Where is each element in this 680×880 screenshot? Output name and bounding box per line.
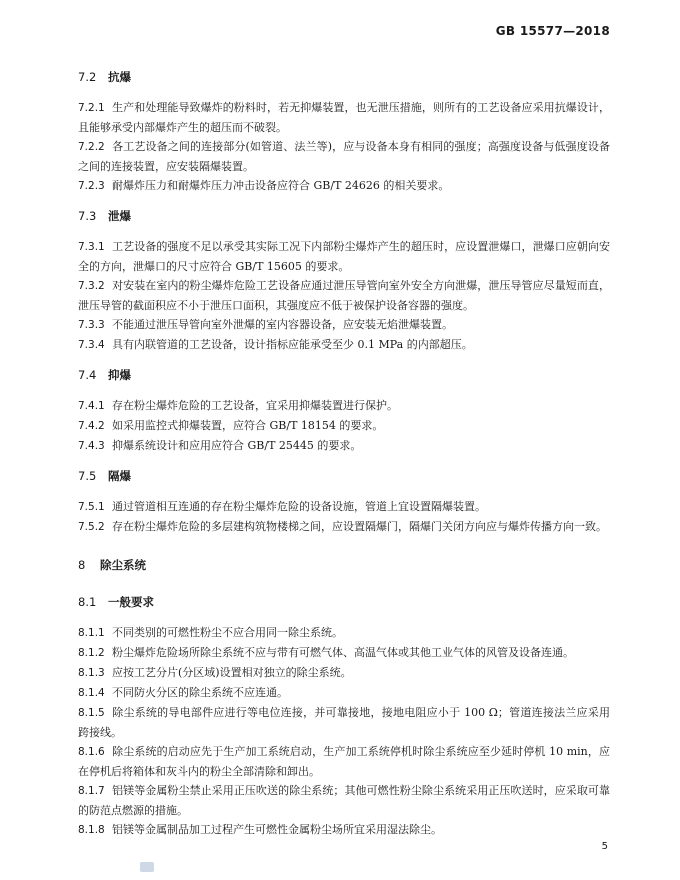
clause-7-3-1 bbox=[78, 237, 610, 276]
clause-text: 存在粉尘爆炸危险的多层建构筑物楼梯之间，应设置隔爆门，隔爆门关闭方向应与爆炸传播方向一致。 bbox=[112, 520, 607, 533]
section-heading-7-4 bbox=[78, 367, 610, 384]
page-number: 5 bbox=[601, 841, 608, 852]
clause-number: 8.1.1 bbox=[78, 627, 105, 639]
section-title: 泄爆 bbox=[108, 209, 131, 223]
clause-text: 对安装在室内的粉尘爆炸危险工艺设备应通过泄压导管向室外安全方向泄爆，泄压导管应尽量短而直，泄压导管的截面积应不小于泄压口面积，其强度应不低于被保护设备容器的强度。 bbox=[78, 279, 610, 312]
clause-7-3-3 bbox=[78, 315, 610, 335]
section-number: 8.1 bbox=[78, 595, 97, 609]
clause-8-1-1 bbox=[78, 623, 610, 643]
clause-text: 各工艺设备之间的连接部分(如管道、法兰等)，应与设备本身有相同的强度；高强度设备与低强度设备之间的连接装置，应安装隔爆装置。 bbox=[78, 140, 610, 173]
clause-7-4-2 bbox=[78, 416, 610, 436]
section-heading-7-2 bbox=[78, 69, 610, 86]
clause-number: 8.1.4 bbox=[78, 687, 105, 699]
clause-number: 7.5.1 bbox=[78, 501, 105, 513]
clause-7-2-1 bbox=[78, 98, 610, 137]
section-title: 一般要求 bbox=[108, 595, 154, 609]
clause-7-4-1 bbox=[78, 396, 610, 416]
clause-7-3-2 bbox=[78, 276, 610, 315]
clause-number: 8.1.5 bbox=[78, 707, 105, 719]
section-heading-8-1 bbox=[78, 594, 610, 611]
clause-text: 通过管道相互连通的存在粉尘爆炸危险的设备设施，管道上宜设置隔爆装置。 bbox=[112, 500, 486, 513]
watermark-icon bbox=[140, 862, 154, 872]
clause-number: 7.4.2 bbox=[78, 420, 105, 432]
clause-number: 7.3.1 bbox=[78, 241, 105, 253]
section-title: 抗爆 bbox=[108, 70, 131, 84]
clause-number: 7.3.4 bbox=[78, 339, 105, 351]
chapter-heading-8 bbox=[78, 557, 610, 574]
clause-text: 耐爆炸压力和耐爆炸压力冲击设备应符合 GB/T 24626 的相关要求。 bbox=[112, 179, 450, 192]
clause-text: 铝镁等金属粉尘禁止采用正压吹送的除尘系统；其他可燃性粉尘除尘系统采用正压吹送时，应采取可靠的防范点燃源的措施。 bbox=[78, 784, 610, 817]
clause-7-2-2 bbox=[78, 137, 610, 176]
section-number: 7.3 bbox=[78, 209, 97, 223]
clause-7-5-2 bbox=[78, 517, 610, 537]
clause-number: 7.4.1 bbox=[78, 400, 105, 412]
chapter-number: 8 bbox=[78, 558, 86, 572]
clause-text: 不同防火分区的除尘系统不应连通。 bbox=[112, 686, 288, 699]
clause-number: 8.1.6 bbox=[78, 746, 105, 758]
clause-text: 存在粉尘爆炸危险的工艺设备，宜采用抑爆装置进行保护。 bbox=[112, 399, 398, 412]
clause-number: 8.1.8 bbox=[78, 824, 105, 836]
clause-7-2-3 bbox=[78, 176, 610, 196]
clause-number: 7.4.3 bbox=[78, 440, 105, 452]
clause-text: 如采用监控式抑爆装置，应符合 GB/T 18154 的要求。 bbox=[112, 419, 384, 432]
section-title: 隔爆 bbox=[108, 469, 131, 483]
section-title: 抑爆 bbox=[108, 368, 131, 382]
clause-8-1-8 bbox=[78, 820, 610, 840]
clause-8-1-2 bbox=[78, 643, 610, 663]
clause-number: 8.1.2 bbox=[78, 647, 105, 659]
clause-number: 7.2.3 bbox=[78, 180, 105, 192]
clause-text: 不能通过泄压导管向室外泄爆的室内容器设备，应安装无焰泄爆装置。 bbox=[112, 318, 453, 331]
clause-text: 工艺设备的强度不足以承受其实际工况下内部粉尘爆炸产生的超压时，应设置泄爆口，泄爆口应朝向安全的方向，泄爆口的尺寸应符合 GB/T 15605 的要求。 bbox=[78, 240, 610, 273]
clause-text: 除尘系统的导电部件应进行等电位连接，并可靠接地，接地电阻应小于 100 Ω；管道连接法兰应采用跨接线。 bbox=[78, 706, 610, 739]
clause-8-1-7 bbox=[78, 781, 610, 820]
clause-7-5-1 bbox=[78, 497, 610, 517]
clause-number: 7.5.2 bbox=[78, 521, 105, 533]
clause-number: 8.1.7 bbox=[78, 785, 105, 797]
clause-number: 7.3.3 bbox=[78, 319, 105, 331]
clause-number: 7.3.2 bbox=[78, 280, 105, 292]
clause-text: 应按工艺分片(分区域)设置相对独立的除尘系统。 bbox=[112, 666, 352, 679]
clause-7-3-4 bbox=[78, 335, 610, 355]
document-body bbox=[78, 69, 610, 840]
clause-text: 具有内联管道的工艺设备，设计指标应能承受至少 0.1 MPa 的内部超压。 bbox=[112, 338, 473, 351]
section-number: 7.2 bbox=[78, 70, 97, 84]
clause-number: 7.2.2 bbox=[78, 141, 105, 153]
clause-text: 除尘系统的启动应先于生产加工系统启动，生产加工系统停机时除尘系统应至少延时停机 10 min，应在停机后将箱体和灰斗内的粉尘全部清除和卸出。 bbox=[78, 745, 610, 778]
clause-number: 7.2.1 bbox=[78, 102, 105, 114]
clause-text: 铝镁等金属制品加工过程产生可燃性金属粉尘场所宜采用湿法除尘。 bbox=[112, 823, 442, 836]
section-number: 7.5 bbox=[78, 469, 97, 483]
clause-8-1-5 bbox=[78, 703, 610, 742]
clause-8-1-3 bbox=[78, 663, 610, 683]
clause-text: 生产和处理能导致爆炸的粉料时，若无抑爆装置，也无泄压措施，则所有的工艺设备应采用抗爆设计，且能够承受内部爆炸产生的超压而不破裂。 bbox=[78, 101, 610, 134]
clause-number: 8.1.3 bbox=[78, 667, 105, 679]
clause-8-1-6 bbox=[78, 742, 610, 781]
clause-8-1-4 bbox=[78, 683, 610, 703]
section-heading-7-5 bbox=[78, 468, 610, 485]
clause-text: 不同类别的可燃性粉尘不应合用同一除尘系统。 bbox=[112, 626, 343, 639]
clause-text: 粉尘爆炸危险场所除尘系统不应与带有可燃气体、高温气体或其他工业气体的风管及设备连通。 bbox=[112, 646, 574, 659]
standard-code: GB 15577—2018 bbox=[495, 24, 610, 38]
clause-7-4-3 bbox=[78, 436, 610, 456]
section-number: 7.4 bbox=[78, 368, 97, 382]
section-heading-7-3 bbox=[78, 208, 610, 225]
clause-text: 抑爆系统设计和应用应符合 GB/T 25445 的要求。 bbox=[112, 439, 362, 452]
chapter-title: 除尘系统 bbox=[100, 558, 146, 572]
